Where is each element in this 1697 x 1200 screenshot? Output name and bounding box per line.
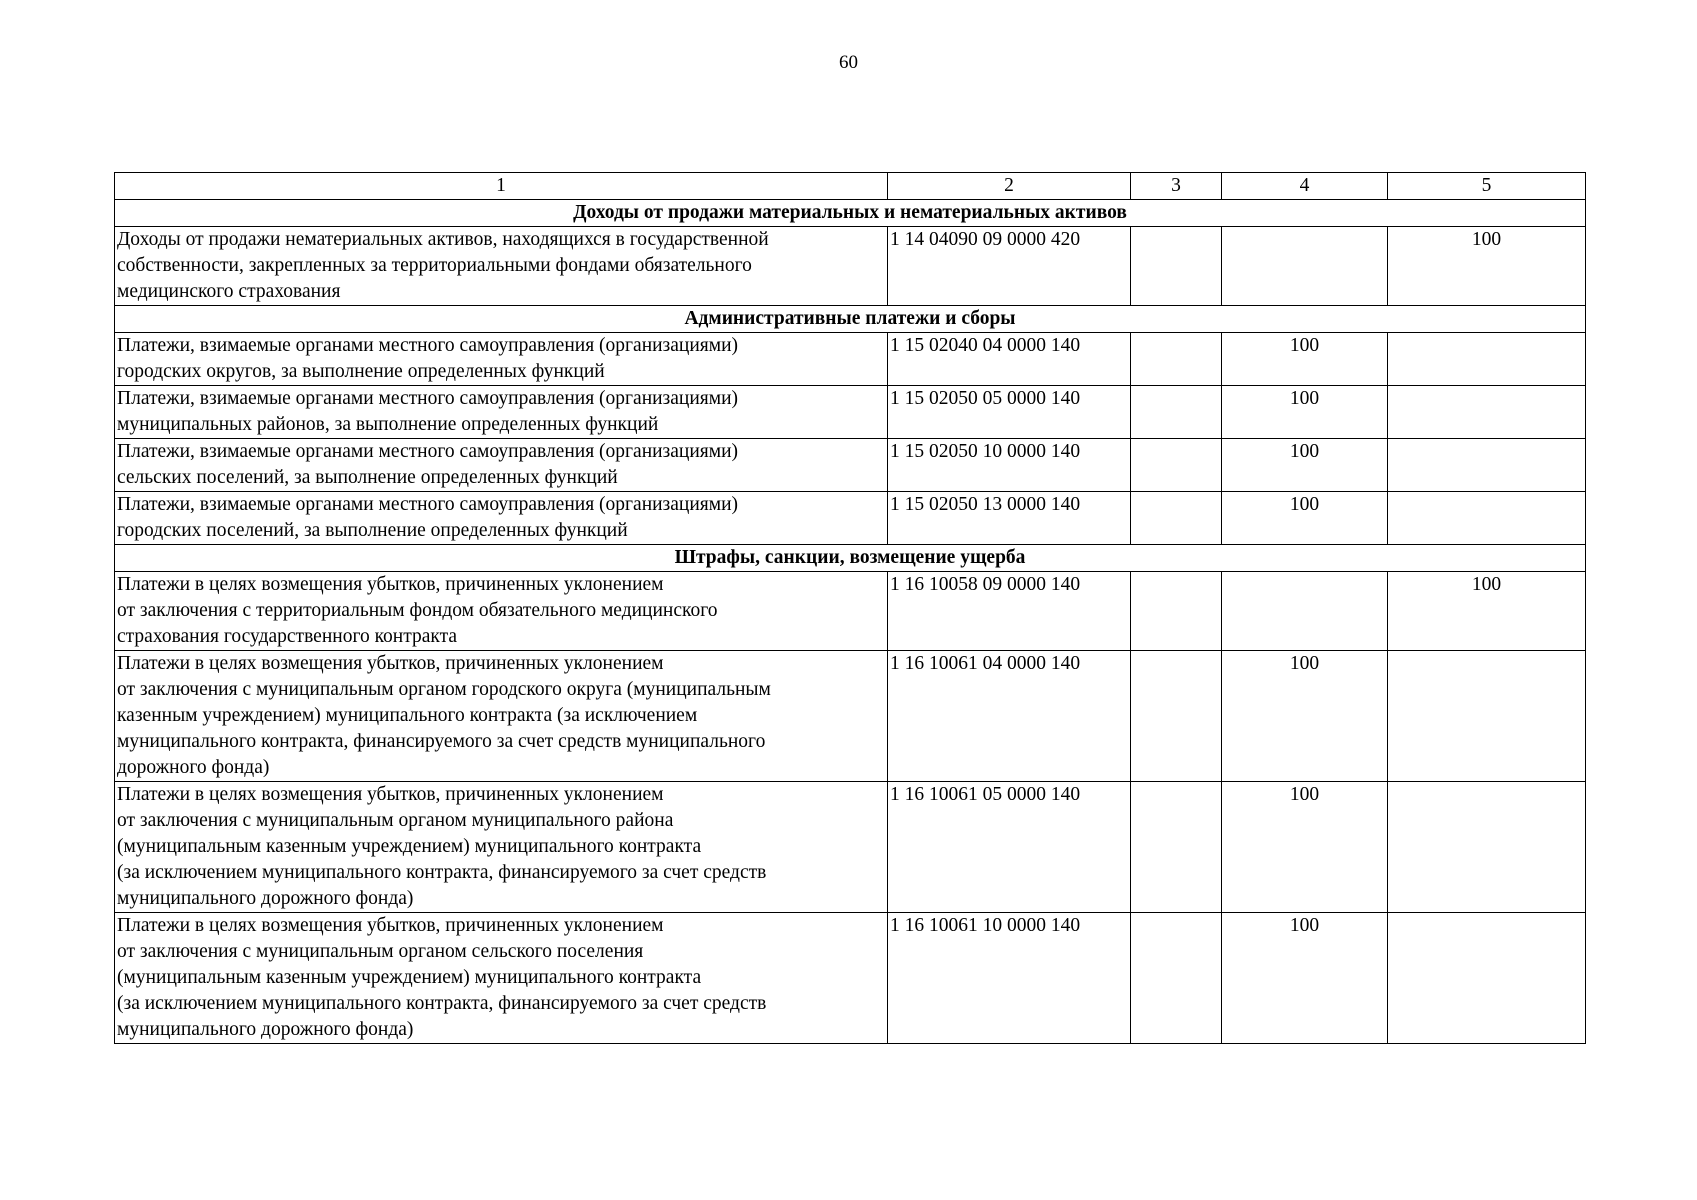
section-title: Доходы от продажи материальных и нематериальных активов [115, 200, 1586, 227]
income-name-cell: Платежи, взимаемые органами местного самоуправления (организациями) сельских поселений, за выполнение определенных функций [115, 439, 888, 492]
column-header-3: 3 [1131, 173, 1222, 200]
revenue-table [114, 172, 1586, 1044]
table-row [115, 913, 1586, 1044]
col4-cell: 100 [1222, 651, 1388, 782]
col5-cell [1388, 492, 1586, 545]
col5-cell: 100 [1388, 227, 1586, 306]
table-row [115, 439, 1586, 492]
table-row [115, 333, 1586, 386]
col4-cell [1222, 227, 1388, 306]
code-cell: 1 16 10058 09 0000 140 [888, 572, 1131, 651]
col4-cell: 100 [1222, 386, 1388, 439]
col5-cell [1388, 782, 1586, 913]
col4-cell: 100 [1222, 913, 1388, 1044]
income-name-cell: Платежи в целях возмещения убытков, причиненных уклонением от заключения с муниципальным органом муниципального района (муниципальным казенным учреждением) муниципального контракта (за исключением муниципального контракта, финансируемого за счет средств муниципального дорожного фонда) [115, 782, 888, 913]
income-name-cell: Платежи, взимаемые органами местного самоуправления (организациями) городских округов, за выполнение определенных функций [115, 333, 888, 386]
col3-cell [1131, 492, 1222, 545]
col4-cell: 100 [1222, 439, 1388, 492]
table-row [115, 572, 1586, 651]
column-header-1: 1 [115, 173, 888, 200]
col4-cell: 100 [1222, 492, 1388, 545]
page-number: 60 [839, 52, 858, 73]
code-cell: 1 16 10061 05 0000 140 [888, 782, 1131, 913]
col3-cell [1131, 651, 1222, 782]
income-name-cell: Платежи, взимаемые органами местного самоуправления (организациями) муниципальных районов, за выполнение определенных функций [115, 386, 888, 439]
section-row [115, 545, 1586, 572]
table-row [115, 782, 1586, 913]
col3-cell [1131, 782, 1222, 913]
section-title: Штрафы, санкции, возмещение ущерба [115, 545, 1586, 572]
table-row [115, 651, 1586, 782]
income-name-cell: Платежи в целях возмещения убытков, причиненных уклонением от заключения с территориальным фондом обязательного медицинского страхования государственного контракта [115, 572, 888, 651]
col3-cell [1131, 572, 1222, 651]
col3-cell [1131, 333, 1222, 386]
code-cell: 1 14 04090 09 0000 420 [888, 227, 1131, 306]
col5-cell [1388, 651, 1586, 782]
code-cell: 1 15 02050 10 0000 140 [888, 439, 1131, 492]
col3-cell [1131, 227, 1222, 306]
code-cell: 1 16 10061 10 0000 140 [888, 913, 1131, 1044]
column-header-4: 4 [1222, 173, 1388, 200]
section-row [115, 200, 1586, 227]
income-name-cell: Доходы от продажи нематериальных активов, находящихся в государственной собственности, закрепленных за территориальными фондами обязательного медицинского страхования [115, 227, 888, 306]
col4-cell: 100 [1222, 333, 1388, 386]
table-row [115, 227, 1586, 306]
col5-cell [1388, 333, 1586, 386]
income-name-cell: Платежи в целях возмещения убытков, причиненных уклонением от заключения с муниципальным органом сельского поселения (муниципальным казенным учреждением) муниципального контракта (за исключением муниципального контракта, финансируемого за счет средств муниципального дорожного фонда) [115, 913, 888, 1044]
col3-cell [1131, 913, 1222, 1044]
col5-cell [1388, 439, 1586, 492]
col5-cell: 100 [1388, 572, 1586, 651]
col3-cell [1131, 439, 1222, 492]
section-title: Административные платежи и сборы [115, 306, 1586, 333]
income-name-cell: Платежи в целях возмещения убытков, причиненных уклонением от заключения с муниципальным органом городского округа (муниципальным казенным учреждением) муниципального контракта (за исключением муниципального контракта, финансируемого за счет средств муниципального дорожного фонда) [115, 651, 888, 782]
column-header-2: 2 [888, 173, 1131, 200]
table-row [115, 492, 1586, 545]
col4-cell: 100 [1222, 782, 1388, 913]
income-name-cell: Платежи, взимаемые органами местного самоуправления (организациями) городских поселений, за выполнение определенных функций [115, 492, 888, 545]
code-cell: 1 15 02040 04 0000 140 [888, 333, 1131, 386]
column-header-5: 5 [1388, 173, 1586, 200]
section-row [115, 306, 1586, 333]
table-row [115, 386, 1586, 439]
code-cell: 1 15 02050 13 0000 140 [888, 492, 1131, 545]
col5-cell [1388, 386, 1586, 439]
code-cell: 1 15 02050 05 0000 140 [888, 386, 1131, 439]
code-cell: 1 16 10061 04 0000 140 [888, 651, 1131, 782]
col5-cell [1388, 913, 1586, 1044]
header-row [115, 173, 1586, 200]
col4-cell [1222, 572, 1388, 651]
col3-cell [1131, 386, 1222, 439]
